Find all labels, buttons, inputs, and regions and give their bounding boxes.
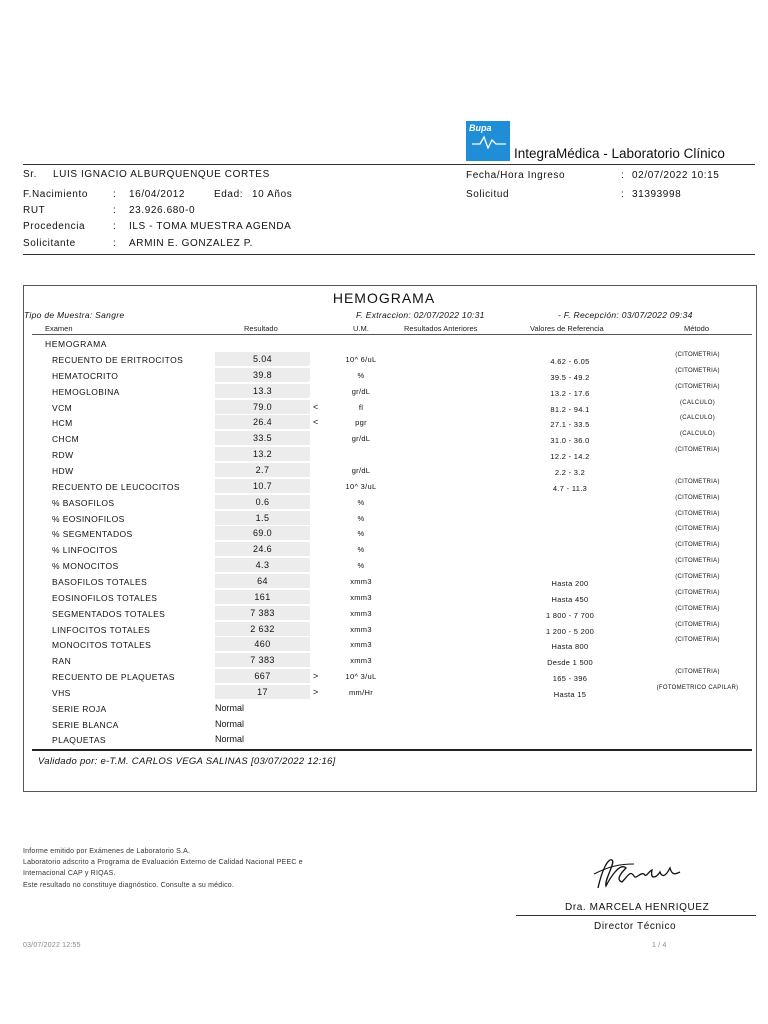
exam-name: SEGMENTADOS TOTALES [52, 608, 166, 619]
method: (CALCULO) [679, 415, 716, 422]
signature-line [516, 915, 756, 916]
validated-by: Validado por: e-T.M. CARLOS VEGA SALINAS [03/07/2022 12:16] [38, 756, 336, 767]
unit: % [357, 497, 365, 507]
unit: mm/Hr [349, 687, 373, 697]
table-row [0, 606, 768, 622]
result-value: 1.5 [255, 512, 270, 523]
result-value: Normal [215, 702, 245, 713]
page-number: 1 / 4 [652, 942, 667, 949]
table-row [0, 400, 768, 416]
result-flag: > [313, 686, 319, 697]
method: (CITOMETRIA) [675, 589, 720, 596]
doctor-name: Dra. MARCELA HENRIQUEZ [565, 902, 710, 913]
method: (CITOMETRIA) [675, 383, 720, 390]
table-row [0, 685, 768, 701]
exam-name: PLAQUETAS [52, 735, 106, 746]
method: (CITOMETRIA) [675, 478, 720, 485]
rut-label: RUT [23, 205, 46, 216]
method: (CITOMETRIA) [675, 573, 720, 580]
result-value: 161 [254, 591, 271, 602]
exam-name: CHCM [52, 434, 80, 445]
table-row [0, 590, 768, 606]
colon: : [113, 221, 117, 232]
reference-range: 4.7 - 11.3 [552, 483, 588, 493]
result-value: 2.7 [255, 464, 270, 475]
result-flag: < [313, 401, 319, 412]
reception-date: - F. Recepción: 03/07/2022 09:34 [558, 310, 693, 320]
exam-name: % MONOCITOS [52, 561, 119, 571]
reference-range: 165 - 396 [552, 674, 588, 683]
doctor-role: Director Técnico [594, 921, 677, 932]
method: (CITOMETRIA) [675, 621, 720, 628]
result-value: 64 [257, 575, 268, 586]
table-row [0, 622, 768, 638]
result-value: 7 383 [250, 655, 275, 666]
result-value: 7 383 [250, 607, 275, 618]
table-row [0, 542, 768, 558]
requester-label: Solicitante [23, 238, 76, 249]
print-timestamp: 03/07/2022 12:55 [23, 942, 81, 949]
report-title: HEMOGRAMA [332, 290, 436, 306]
exam-name: SERIE ROJA [52, 703, 107, 714]
extraction-date: F. Extraccion: 02/07/2022 10:31 [356, 310, 485, 320]
col-exam: Examen [45, 324, 73, 333]
method: (CITOMETRIA) [675, 605, 720, 612]
exam-name: RAN [52, 656, 72, 667]
result-value: 460 [254, 639, 271, 650]
reference-range: Hasta 450 [551, 594, 589, 604]
result-flag: > [313, 671, 319, 681]
birth-label: F.Nacimiento [23, 189, 88, 200]
method: (CALCULO) [679, 399, 716, 406]
unit: gr/dL [351, 465, 371, 475]
patient-name: LUIS IGNACIO ALBURQUENQUE CORTES [53, 169, 270, 180]
result-value: 17 [257, 686, 268, 697]
reference-range: Hasta 800 [551, 642, 589, 652]
exam-name: VHS [52, 687, 71, 698]
result-value: Normal [215, 718, 245, 729]
table-row [0, 368, 768, 384]
reference-range: 1 200 - 5 200 [545, 626, 595, 636]
table-row [0, 447, 768, 463]
unit: xmm3 [350, 576, 372, 586]
age-value: 10 Años [252, 189, 293, 200]
reference-range: 31.0 - 36.0 [550, 436, 590, 446]
reference-range: 27.1 - 33.5 [550, 420, 590, 430]
request-label: Solicitud [466, 189, 510, 200]
reference-range: 4.62 - 6.05 [550, 357, 590, 366]
result-value: 4.3 [255, 560, 270, 570]
table-row [0, 732, 768, 748]
unit: % [357, 545, 365, 555]
exam-name: LINFOCITOS TOTALES [52, 624, 151, 635]
reference-range: Hasta 200 [551, 578, 589, 588]
colon: : [113, 189, 117, 200]
birth-value: 16/04/2012 [129, 189, 186, 200]
table-row [0, 653, 768, 669]
request-value: 31393998 [632, 189, 682, 200]
origin-label: Procedencia [23, 221, 86, 232]
unit: % [357, 529, 365, 539]
unit: xmm3 [350, 656, 372, 666]
exam-name: % BASOFILOS [52, 497, 115, 508]
result-value: 24.6 [252, 544, 273, 555]
method: (CITOMETRIA) [675, 447, 720, 454]
colon: : [621, 189, 625, 200]
table-row [0, 637, 768, 653]
exam-name: HEMOGLOBINA [52, 386, 120, 397]
table-bottom-rule [32, 749, 752, 751]
intake-value: 02/07/2022 10:15 [632, 170, 720, 181]
reference-range: Hasta 15 [553, 689, 587, 699]
unit: % [357, 370, 365, 380]
exam-name: HDW [52, 465, 74, 476]
method: (CITOMETRIA) [675, 542, 720, 549]
age-label: Edad: [214, 189, 244, 200]
table-row [0, 701, 768, 717]
exam-name: VCM [52, 402, 73, 413]
heartbeat-icon [472, 135, 506, 149]
footer-line: Informe emitido por Exámenes de Laboratorio S.A. [23, 848, 191, 855]
exam-name: % SEGMENTADOS [52, 529, 133, 540]
method: (CITOMETRIA) [675, 669, 720, 675]
result-value: 667 [254, 671, 271, 681]
requester-value: ARMIN E. GONZALEZ P. [129, 238, 254, 249]
exam-name: % LINFOCITOS [52, 545, 118, 556]
unit: xmm3 [350, 608, 372, 618]
reference-range: 12.2 - 14.2 [550, 452, 590, 462]
result-value: 26.4 [252, 417, 273, 428]
result-value: 79.0 [252, 401, 273, 412]
lab-name: IntegraMédica - Laboratorio Clínico [514, 146, 725, 161]
unit: 10^ 6/uL [345, 355, 377, 364]
unit: xmm3 [350, 624, 372, 634]
exam-name: % EOSINOFILOS [52, 513, 125, 524]
method: (CITOMETRIA) [675, 494, 720, 501]
unit: xmm3 [350, 640, 372, 650]
colon: : [113, 205, 117, 216]
sample-type: Tipo de Muestra: Sangre [24, 310, 125, 320]
exam-name: RECUENTO DE LEUCOCITOS [52, 481, 180, 492]
method: (CITOMETRIA) [675, 558, 720, 564]
unit: 10^ 3/uL [345, 481, 377, 491]
table-row [0, 717, 768, 733]
exam-name: SERIE BLANCA [52, 719, 119, 730]
reference-range: 39.5 - 49.2 [550, 372, 590, 382]
result-value: Normal [215, 734, 245, 745]
reference-range: Desde 1 500 [547, 658, 593, 668]
patient-title: Sr. [23, 169, 38, 180]
result-value: 5.04 [252, 354, 273, 364]
result-value: 69.0 [252, 528, 273, 539]
exam-name: RECUENTO DE ERITROCITOS [52, 355, 184, 365]
reference-range: 1 800 - 7 700 [545, 610, 595, 620]
method: (CITOMETRIA) [675, 526, 720, 533]
rut-value: 23.926.680-0 [129, 205, 196, 216]
result-value: 39.8 [252, 369, 273, 380]
result-value: 0.6 [255, 496, 270, 507]
reference-range: 13.2 - 17.6 [550, 388, 590, 398]
table-row [0, 352, 768, 368]
unit: fl [358, 402, 364, 412]
result-value: 10.7 [252, 480, 273, 491]
method: (FOTOMETRICO CAPILAR) [656, 684, 739, 691]
exam-name: RDW [52, 450, 74, 461]
unit: % [357, 513, 365, 523]
result-value: 33.5 [252, 433, 273, 444]
reference-range: 81.2 - 94.1 [550, 404, 590, 414]
unit: pgr [355, 418, 367, 428]
result-value: 13.3 [252, 385, 273, 396]
table-row [0, 574, 768, 590]
colon: : [621, 170, 625, 181]
method: (CITOMETRIA) [675, 367, 720, 374]
table-row [0, 479, 768, 495]
table-row [0, 415, 768, 431]
table-row [0, 384, 768, 400]
unit: gr/dL [351, 434, 371, 444]
method: (CITOMETRIA) [675, 637, 720, 644]
patient-divider [23, 254, 755, 255]
table-row [0, 511, 768, 527]
method: (CITOMETRIA) [675, 352, 720, 358]
unit: gr/dL [351, 386, 371, 396]
exam-name: EOSINOFILOS TOTALES [52, 592, 158, 603]
footer-line: Laboratorio adscrito a Programa de Evaluación Externo de Calidad Nacional PEEC e [23, 859, 303, 866]
col-reference: Valores de Referencia [530, 324, 604, 333]
table-row [0, 526, 768, 542]
exam-name: RECUENTO DE PLAQUETAS [52, 672, 175, 682]
method: (CALCULO) [679, 431, 716, 438]
col-previous: Resultados Anteriores [404, 324, 478, 333]
exam-name: HEMATOCRITO [52, 370, 119, 381]
unit: 10^ 3/uL [345, 672, 377, 681]
col-method: Método [684, 324, 710, 333]
logo-text: Bupa [469, 123, 492, 133]
intake-label: Fecha/Hora Ingreso [466, 170, 566, 181]
unit: xmm3 [350, 592, 372, 602]
col-unit: U.M. [353, 324, 369, 333]
footer-line: Internacional CAP y RIQAS. [23, 870, 116, 877]
result-value: 2 632 [250, 623, 275, 634]
unit: % [357, 561, 365, 570]
section-title: HEMOGRAMA [45, 339, 108, 349]
table-row [0, 431, 768, 447]
signature [590, 850, 690, 895]
reference-range: 2.2 - 3.2 [554, 467, 586, 477]
header-divider [23, 164, 755, 165]
exam-name: HCM [52, 418, 73, 429]
table-row [0, 463, 768, 479]
table-row [0, 669, 768, 685]
exam-name: BASOFILOS TOTALES [52, 576, 148, 587]
result-value: 13.2 [252, 449, 273, 460]
table-row [0, 558, 768, 574]
table-row [0, 495, 768, 511]
columns-divider [32, 334, 752, 335]
bupa-logo [466, 121, 510, 161]
origin-value: ILS - TOMA MUESTRA AGENDA [129, 221, 292, 232]
colon: : [113, 238, 117, 249]
result-flag: < [313, 417, 319, 428]
col-result: Resultado [244, 324, 278, 333]
method: (CITOMETRIA) [675, 510, 720, 517]
exam-name: MONOCITOS TOTALES [52, 640, 152, 651]
footer-line: Este resultado no constituye diagnóstico. Consulte a su médico. [23, 882, 235, 889]
